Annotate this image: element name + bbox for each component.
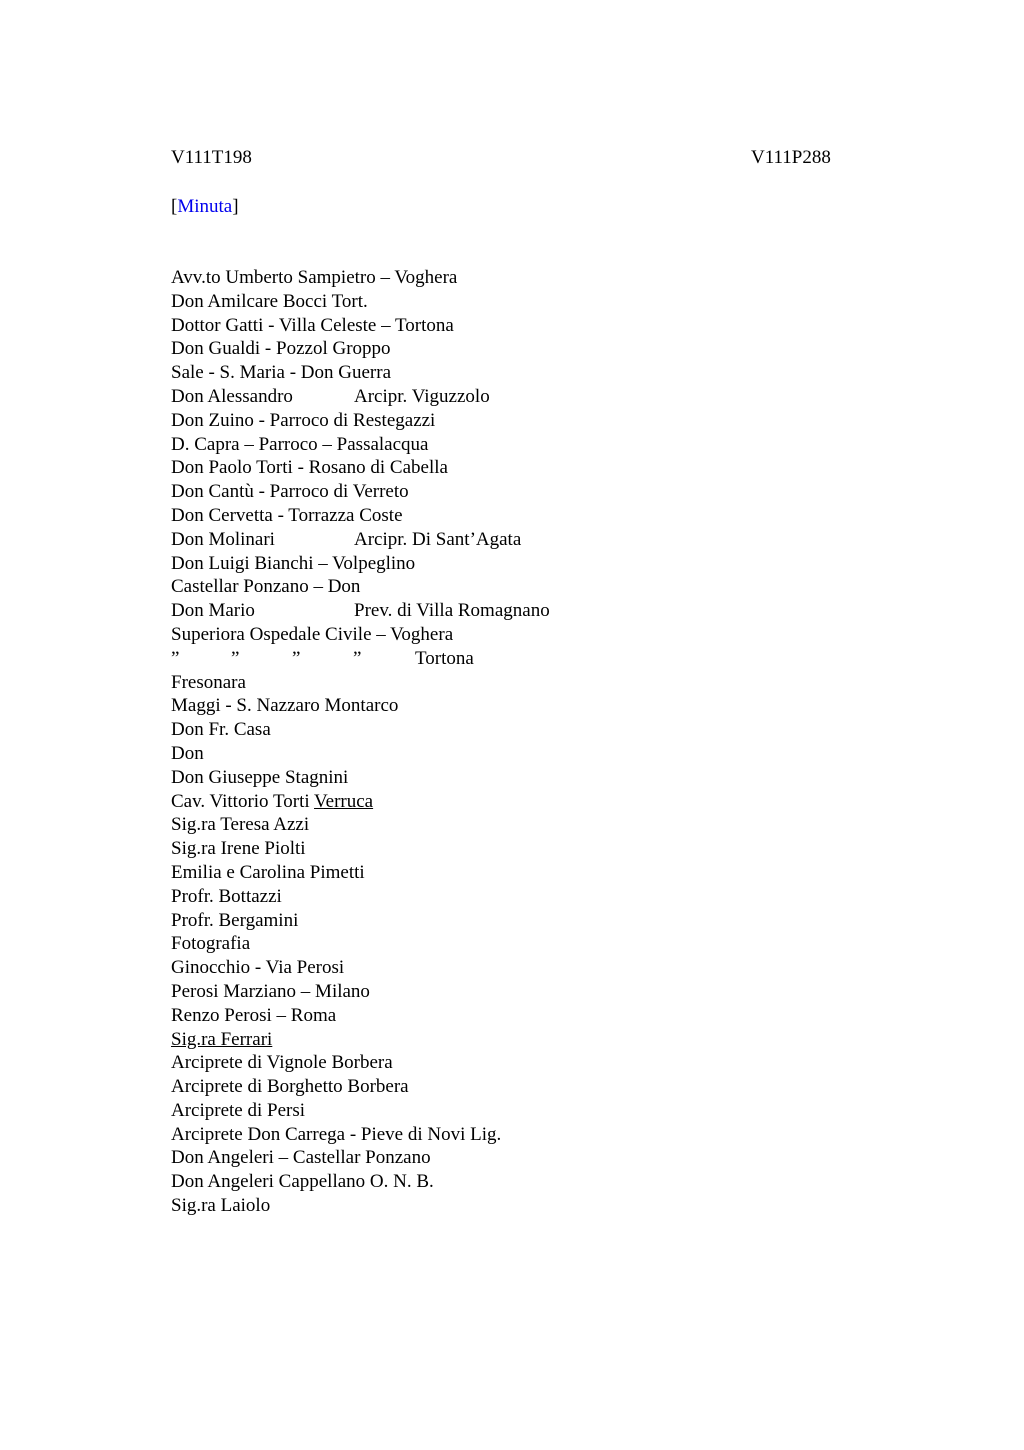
list-item-name: Don Mario [171, 600, 255, 622]
minuta-link[interactable]: Minuta [177, 196, 233, 217]
list-item-underlined: Verruca [314, 790, 374, 812]
list-item-underlined: Sig.ra Ferrari [171, 1028, 273, 1050]
list-item: Don Paolo Torti - Rosano di Cabella [171, 457, 448, 479]
list-item-name: Don Molinari [171, 528, 275, 550]
address-list [171, 266, 871, 1218]
list-item: Arciprete di Vignole Borbera [171, 1052, 393, 1074]
list-item: Emilia e Carolina Pimetti [171, 861, 365, 883]
list-item [171, 790, 871, 814]
list-item-place: Tortona [415, 647, 474, 669]
list-item [171, 647, 871, 671]
list-item-name: Don Alessandro [171, 385, 293, 407]
close-bracket: ] [232, 196, 239, 217]
list-item [171, 1028, 871, 1052]
list-item: Don Cervetta - Torrazza Coste [171, 504, 403, 526]
list-item-title: Arcipr. Di Sant’Agata [354, 528, 522, 550]
list-item: Profr. Bergamini [171, 909, 299, 931]
list-item: Fresonara [171, 671, 246, 693]
list-item: Don [171, 742, 204, 764]
list-item: Perosi Marziano – Milano [171, 980, 370, 1002]
list-item: Don Cantù - Parroco di Verreto [171, 481, 409, 503]
document-code-left: V111T198 [171, 147, 252, 168]
list-item: Dottor Gatti - Villa Celeste – Tortona [171, 314, 454, 336]
list-item: Arciprete di Persi [171, 1099, 306, 1121]
list-item: Avv.to Umberto Sampietro – Voghera [171, 267, 458, 288]
list-item: Don Fr. Casa [171, 719, 271, 741]
list-item: Arciprete di Borghetto Borbera [171, 1076, 409, 1098]
list-item: Sale - S. Maria - Don Guerra [171, 362, 392, 384]
list-item: D. Capra – Parroco – Passalacqua [171, 433, 429, 455]
list-item: Maggi - S. Nazzaro Montarco [171, 695, 399, 717]
open-bracket: [ [171, 196, 178, 217]
list-item: Don Zuino - Parroco di Restegazzi [171, 409, 436, 431]
list-item: Superiora Ospedale Civile – Voghera [171, 623, 454, 645]
ditto-mark: ” [292, 647, 301, 669]
list-item-name: Cav. Vittorio Torti [171, 790, 315, 812]
list-item-title: Prev. di Villa Romagnano [354, 600, 550, 622]
list-item: Profr. Bottazzi [171, 885, 282, 907]
list-item: Castellar Ponzano – Don [171, 576, 361, 598]
list-item: Sig.ra Teresa Azzi [171, 814, 310, 836]
list-item [171, 528, 871, 552]
list-item: Fotografia [171, 933, 251, 955]
ditto-mark: ” [353, 647, 362, 669]
minuta-reference [171, 195, 239, 218]
list-item: Renzo Perosi – Roma [171, 1004, 337, 1026]
list-item: Don Amilcare Bocci Tort. [171, 290, 368, 312]
list-item: Don Angeleri Cappellano O. N. B. [171, 1171, 434, 1193]
list-item: Sig.ra Laiolo [171, 1195, 271, 1217]
list-item: Arciprete Don Carrega - Pieve di Novi Lig. [171, 1123, 502, 1145]
ditto-mark: ” [231, 647, 240, 669]
list-item [171, 599, 871, 623]
list-item [171, 385, 871, 409]
list-item: Don Giuseppe Stagnini [171, 766, 349, 788]
list-item-title: Arcipr. Viguzzolo [354, 385, 490, 407]
document-code-right: V111P288 [751, 147, 831, 168]
list-item: Don Luigi Bianchi – Volpeglino [171, 552, 416, 574]
list-item: Sig.ra Irene Piolti [171, 838, 306, 860]
ditto-mark: ” [171, 647, 180, 669]
list-item: Don Gualdi - Pozzol Groppo [171, 338, 391, 360]
list-item: Ginocchio - Via Perosi [171, 957, 345, 979]
list-item: Don Angeleri – Castellar Ponzano [171, 1147, 431, 1169]
